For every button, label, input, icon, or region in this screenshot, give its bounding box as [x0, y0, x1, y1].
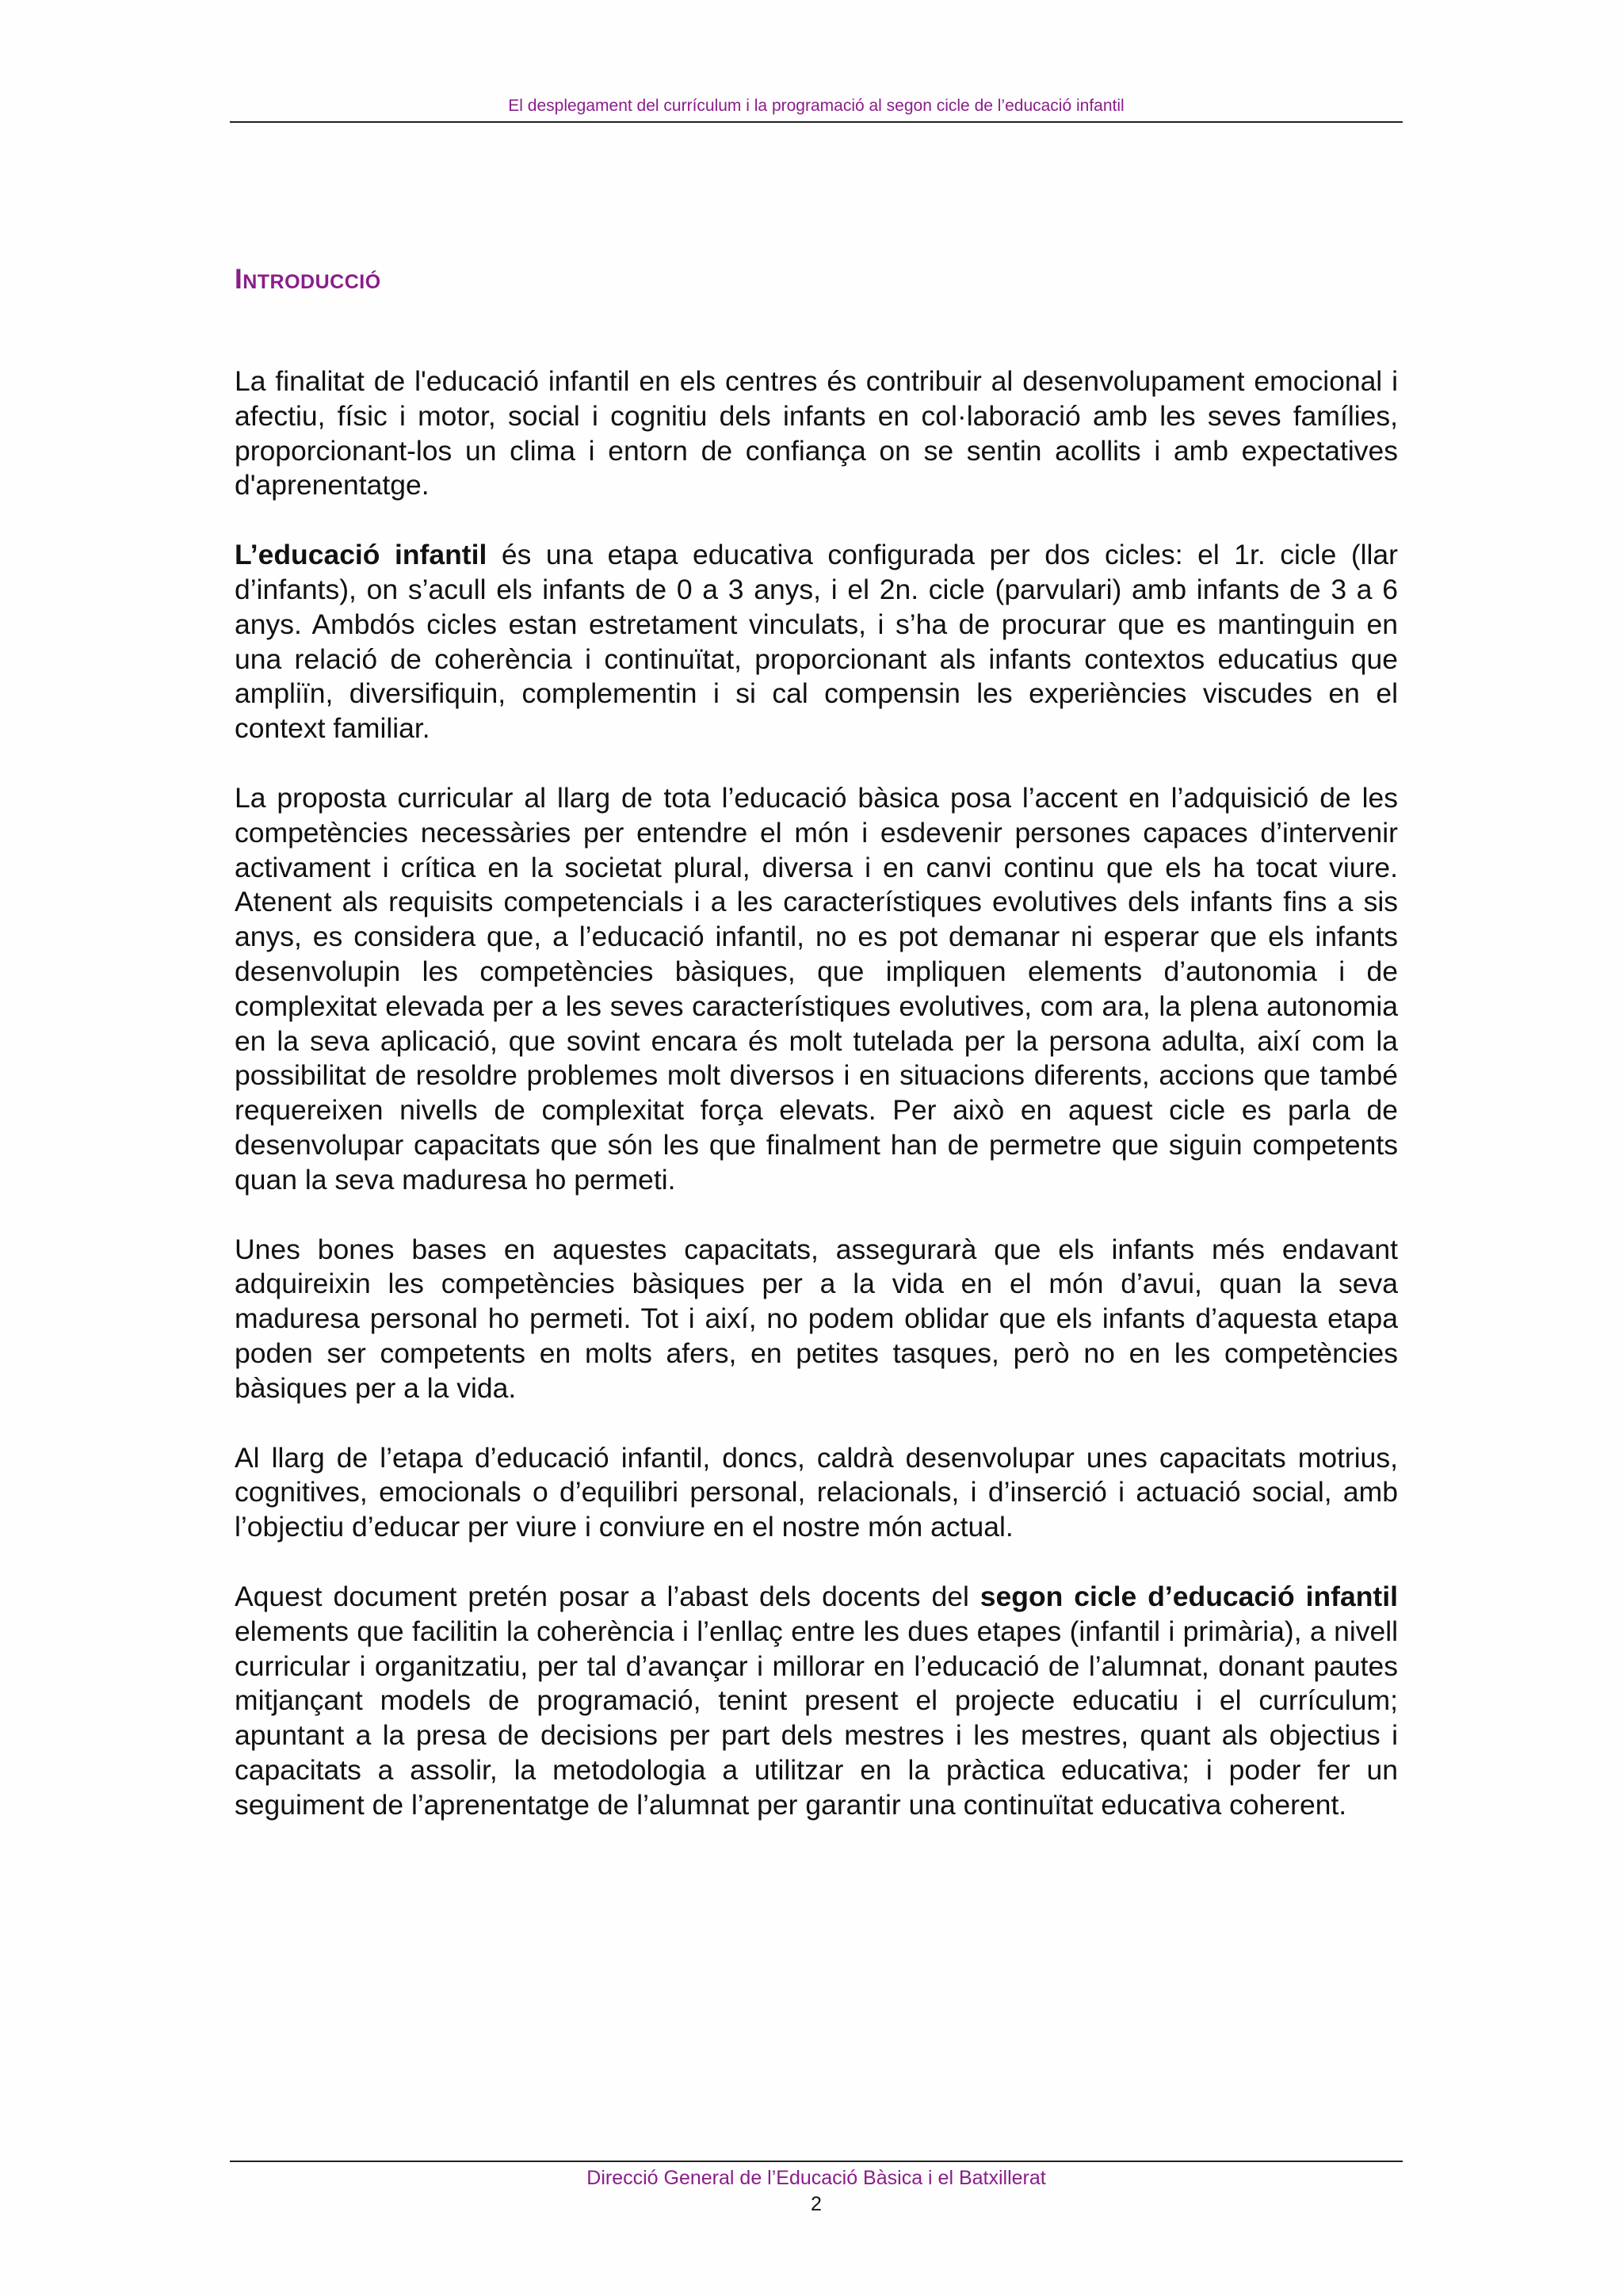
- body-text: [235, 364, 1398, 1857]
- paragraph-6-start: Aquest document pretén posar a l’abast dels docents del: [235, 1580, 980, 1612]
- footer-divider: [230, 2161, 1403, 2162]
- paragraph-1: La finalitat de l'educació infantil en els centres és contribuir al desenvolupament emocional i afectiu, físic i motor, social i cognitiu dels infants en col·laboració amb les seves famílies, proporcionant-los un clima i entorn de confiança on se sentin acollits i amb expectatives d'aprenentatge.: [235, 365, 1398, 502]
- paragraph-3: La proposta curricular al llarg de tota l’educació bàsica posa l’accent en l’adquisició de les competències necessàries per entendre el món i esdevenir persones capaces d’intervenir activament i crítica en la societat plural, diversa i en canvi continu que els ha tocat viure. Atenent als requisits competencials i a les característiques evolutives dels infants fins a sis anys, es considera que, a l’educació infantil, no es pot demanar ni esperar que els infants desenvolupin les competències bàsiques, que impliquen elements d’autonomia i de complexitat elevada per a les seves característiques evolutives, com ara, la plena autonomia en la seva aplicació, que sovint encara és molt tutelada per la persona adulta, així com la possibilitat de resoldre problemes molt diversos i en situacions diferents, accions que també requereixen nivells de complexitat força elevats. Per això en aquest cicle es parla de desenvolupar capacitats que són les que finalment han de permetre que siguin competents quan la seva maduresa ho permeti.: [235, 781, 1398, 1196]
- footer-organization: Direcció General de l’Educació Bàsica i el Batxillerat: [586, 2167, 1046, 2189]
- paragraph-5: Al llarg de l’etapa d’educació infantil, doncs, caldrà desenvolupar unes capacitats motrius, cognitives, emocionals o d’equilibri personal, relacionals, i d’inserció i actuació social, amb l’objectiu d’educar per viure i conviure en el nostre món actual.: [235, 1441, 1398, 1543]
- paragraph-6-bold-term: segon cicle d’educació infantil: [980, 1580, 1398, 1612]
- page-number: 2: [811, 2193, 822, 2215]
- paragraph-2-bold-term: L’educació infantil: [235, 539, 487, 571]
- paragraph-2: [235, 538, 1398, 746]
- paragraph-2-text: és una etapa educativa configurada per dos cicles: el 1r. cicle (llar d’infants), on s’acull els infants de 0 a 3 anys, i el 2n. cicle (parvulari) amb infants de 3 a 6 anys. Ambdós cicles estan estretament vinculats, i s’ha de procurar que es mantinguin en una relació de coherència i continuïtat, proporcionant als infants contextos educatius que ampliïn, diversifiquin, complementin i si cal compensin les experiències viscudes en el context familiar.: [235, 539, 1398, 745]
- paragraph-6-text: elements que facilitin la coherència i l’enllaç entre les dues etapes (infantil i primària), a nivell curricular i organitzatiu, per tal d’avançar i millorar en l’educació de l’alumnat, donant pautes mitjançant models de programació, tenint present el projecte educatiu i el currículum; apuntant a la presa de decisions per part dels mestres i les mestres, quant als objectius i capacitats a assolir, la metodologia a utilitzar en la pràctica educativa; i poder fer un seguiment de l’aprenentatge de l’alumnat per garantir una continuïtat educativa coherent.: [235, 1615, 1398, 1821]
- section-title: Introducció: [235, 264, 381, 295]
- paragraph-4: Unes bones bases en aquestes capacitats, assegurarà que els infants més endavant adquireixin les competències bàsiques per a la vida en el món d’avui, quan la seva maduresa personal ho permeti. Tot i així, no podem oblidar que els infants d’aquesta etapa poden ser competents en molts afers, en petites tasques, però no en les competències bàsiques per a la vida.: [235, 1233, 1398, 1404]
- header-divider: [230, 121, 1403, 123]
- running-header: El desplegament del currículum i la programació al segon cicle de l’educació infantil: [508, 97, 1125, 115]
- paragraph-6: [235, 1580, 1398, 1823]
